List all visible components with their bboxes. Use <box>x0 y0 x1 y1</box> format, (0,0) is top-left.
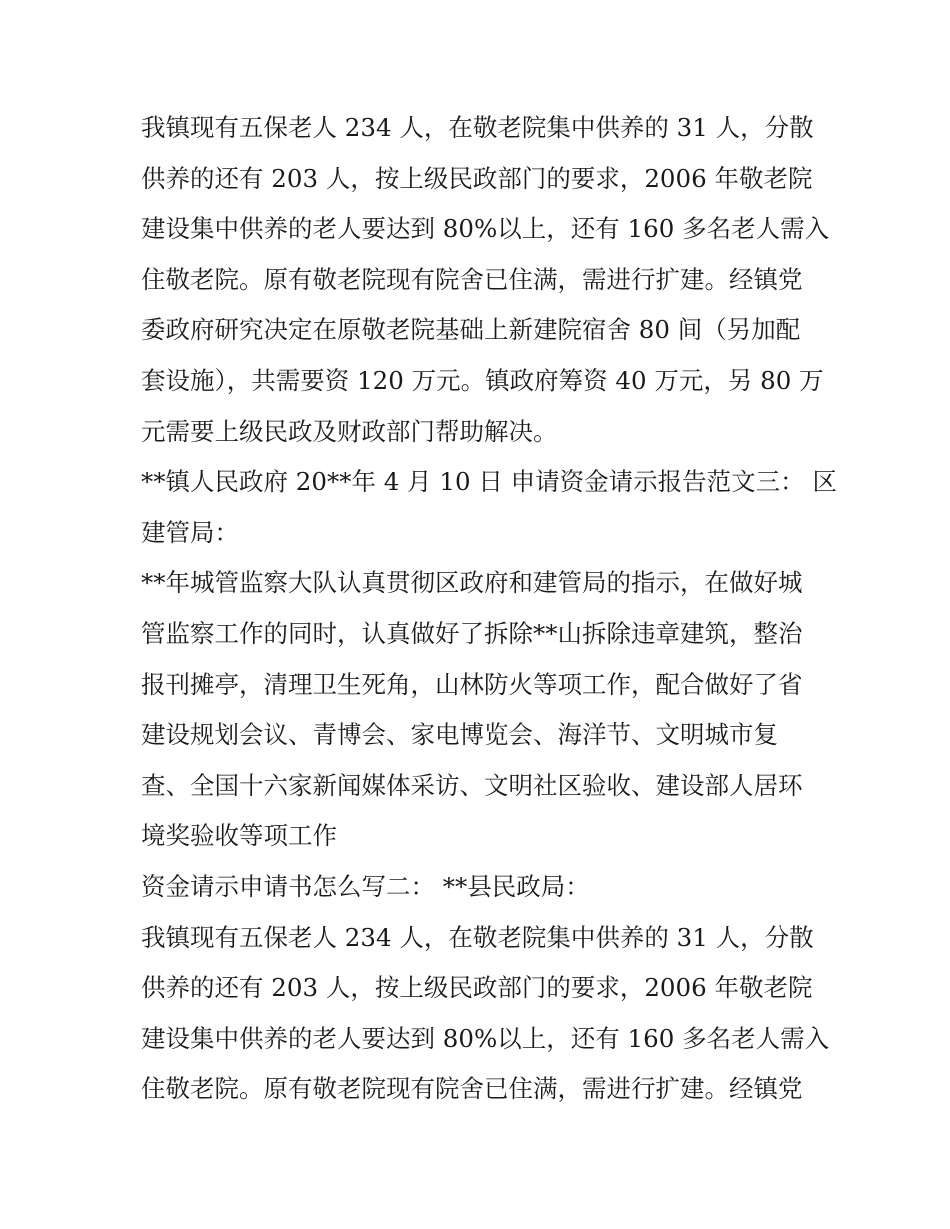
text-line: 建设规划会议、青博会、家电博览会、海洋节、文明城市复 <box>141 720 778 750</box>
text-line: **镇人民政府 20**年 4 月 10 日 申请资金请示报告范文三： 区 <box>141 467 837 497</box>
text-line: 供养的还有 203 人，按上级民政部门的要求，2006 年敬老院 <box>141 973 813 1003</box>
document-body <box>141 103 837 1115</box>
text-line: 我镇现有五保老人 234 人，在敬老院集中供养的 31 人，分散 <box>141 922 814 952</box>
text-line: 境奖验收等项工作 <box>141 821 337 851</box>
text-line: 资金请示申请书怎么写二： **县民政局： <box>141 871 590 901</box>
text-line: 套设施），共需要资 120 万元。镇政府筹资 40 万元，另 80 万 <box>141 365 824 395</box>
text-line: 我镇现有五保老人 234 人，在敬老院集中供养的 31 人，分散 <box>141 113 814 142</box>
text-line: 元需要上级民政及财政部门帮助解决。 <box>141 416 558 446</box>
text-line: 住敬老院。原有敬老院现有院舍已住满，需进行扩建。经镇党 <box>141 264 803 294</box>
text-line: 管监察工作的同时，认真做好了拆除**山拆除违章建筑，整治 <box>141 618 803 648</box>
text-line: 住敬老院。原有敬老院现有院舍已住满，需进行扩建。经镇党 <box>141 1074 803 1104</box>
text-line: 报刊摊亭，清理卫生死角，山林防火等项工作，配合做好了省 <box>141 669 803 699</box>
text-line: 委政府研究决定在原敬老院基础上新建院宿舍 80 间（另加配 <box>141 315 801 345</box>
text-line: 查、全国十六家新闻媒体采访、文明社区验收、建设部人居环 <box>141 770 803 800</box>
text-line: 建设集中供养的老人要达到 80%以上，还有 160 多名老人需入 <box>141 1023 830 1053</box>
text-line: **年城管监察大队认真贯彻区政府和建管局的指示，在做好城 <box>141 568 803 598</box>
text-line: 建管局： <box>141 517 239 547</box>
text-line: 建设集中供养的老人要达到 80%以上，还有 160 多名老人需入 <box>141 214 830 244</box>
text-line: 供养的还有 203 人，按上级民政部门的要求，2006 年敬老院 <box>141 163 813 193</box>
